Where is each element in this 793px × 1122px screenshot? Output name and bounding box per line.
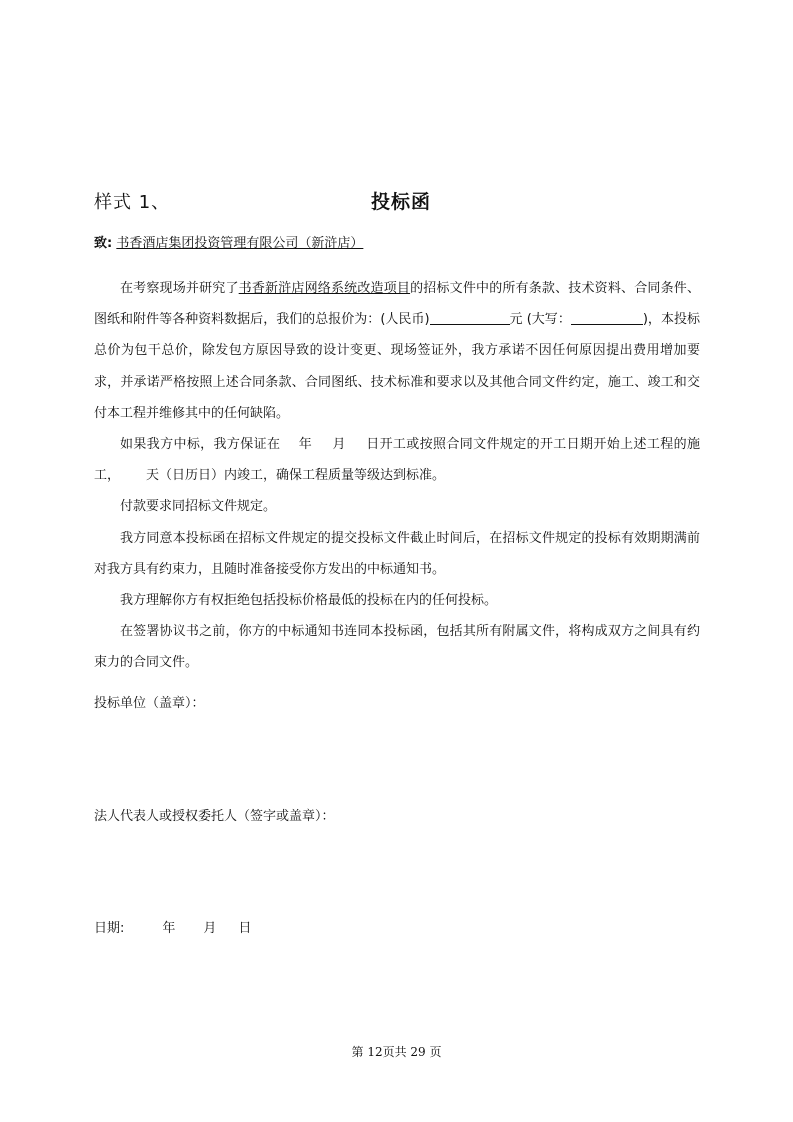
paragraph-4: 我方同意本投标函在招标文件规定的提交投标文件截止时间后，在招标文件规定的投标有效期期满前对我方具有约束力，且随时准备接受你方发出的中标通知书。 <box>94 530 700 577</box>
style-label: 样式 1、 <box>94 192 171 213</box>
p2-text-c: 天（日历日）内竣工，确保工程质量等级达到标准。 <box>146 468 446 484</box>
legal-rep-label: 法人代表人或授权委托人（签字或盖章）： <box>94 809 335 824</box>
addressee-prefix: 致: <box>94 236 113 251</box>
paragraph-5: 我方理解你方有权拒绝包括投标价格最低的投标在内的任何投标。 <box>120 593 498 609</box>
paragraph-2 <box>94 429 700 491</box>
p1-text-d: )，本投标总价为包干总价，除发包方原因导致的设计变更、现场签证外，我方承诺不因任何原因提出费用增加要求，并承诺严格按照上述合同条款、合同图纸、技术标准和要求以及其他合同文件约定，施工、竣工和交付本工程并维修其中的任何缺陷。 <box>94 312 700 421</box>
bidder-unit-label: 投标单位（盖章）： <box>94 696 205 711</box>
date-label: 日期: <box>94 921 125 936</box>
p2-text-a: 如果我方中标，我方保证在 <box>120 437 281 453</box>
price-number-blank <box>430 310 510 325</box>
price-words-blank <box>571 310 643 325</box>
paragraph-3: 付款要求同招标文件规定。 <box>120 499 277 515</box>
paragraph-6: 在签署协议书之前，你方的中标通知书连同本投标函，包括其所有附属文件，将构成双方之间具有约束力的合同文件。 <box>94 624 700 671</box>
date-month: 月 <box>203 921 217 936</box>
letter-body <box>94 273 700 679</box>
addressee <box>94 232 363 251</box>
date-line <box>94 917 251 936</box>
page-footer: 第 12页共 29 页 <box>351 1045 442 1059</box>
page-title: 投标函 <box>371 191 432 213</box>
project-name: 书香新浒店网络系统改造项目 <box>238 281 411 296</box>
date-year: 年 <box>162 921 176 936</box>
p2-year: 年 <box>298 437 313 453</box>
paragraph-1 <box>94 273 700 429</box>
p1-text-b: 的招标文件中的所有条款、技术资料、合同条件、图纸和附件等各种资料数据后，我们的总报价为：(人民币) <box>94 281 700 328</box>
p2-text-b: 日开工或按照合同文件规定的开工日期开始上述工程的施工， <box>94 437 700 484</box>
p1-text-c: 元 (大写： <box>509 312 571 328</box>
p2-month: 月 <box>332 437 346 453</box>
addressee-org: 书香酒店集团投资管理有限公司（新浒店） <box>116 236 364 251</box>
p1-text-a: 在考察现场并研究了 <box>120 281 239 296</box>
date-day: 日 <box>238 921 252 936</box>
